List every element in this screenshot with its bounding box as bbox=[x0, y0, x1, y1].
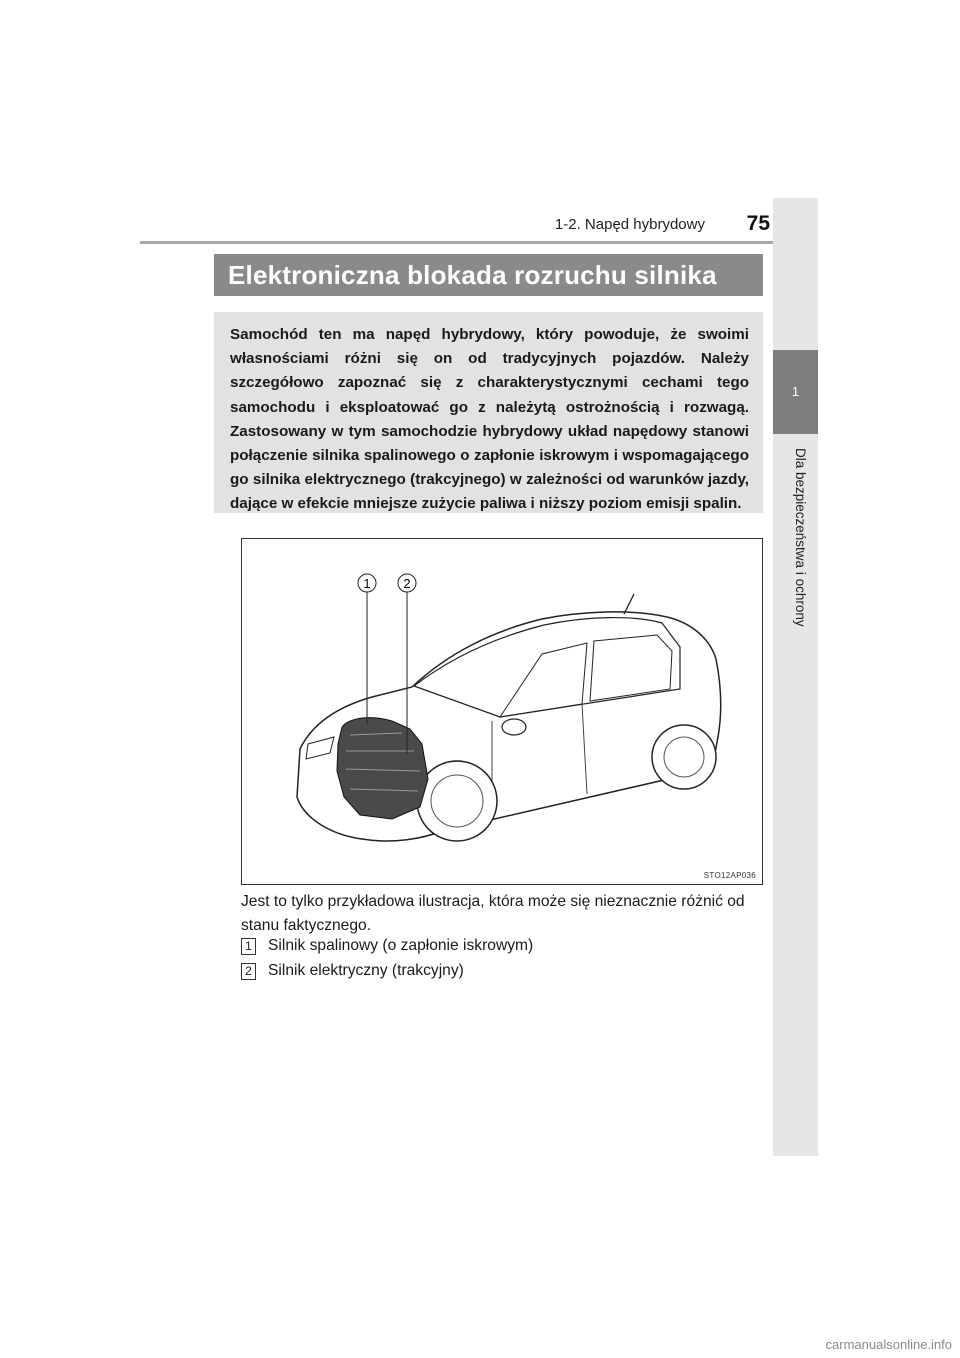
rear-wheel bbox=[652, 725, 716, 789]
header-rule bbox=[140, 241, 818, 244]
section-label: 1-2. Napęd hybrydowy bbox=[554, 216, 705, 233]
legend-number: 2 bbox=[241, 963, 256, 980]
callout-label-1: 1 bbox=[363, 576, 371, 591]
section-title-bar bbox=[214, 254, 763, 296]
side-tab bbox=[773, 198, 818, 1156]
legend-item bbox=[241, 937, 533, 955]
page-number: 75 bbox=[746, 212, 770, 235]
side-tab-label: Dla bezpieczeństwa i ochrony bbox=[793, 448, 808, 627]
section-title: Elektroniczna blokada rozruchu silnika bbox=[228, 259, 717, 290]
car-roof bbox=[414, 618, 680, 717]
legend-item bbox=[241, 962, 464, 980]
headlight bbox=[306, 737, 334, 759]
legend-number: 1 bbox=[241, 938, 256, 955]
callout-label-2: 2 bbox=[403, 576, 411, 591]
side-tab-chapter-number: 1 bbox=[773, 350, 818, 434]
intro-box bbox=[214, 312, 763, 513]
legend-text: Silnik spalinowy (o zapłonie iskrowym) bbox=[268, 937, 534, 954]
car-illustration bbox=[241, 538, 763, 885]
front-wheel bbox=[417, 761, 497, 841]
side-mirror bbox=[502, 719, 526, 735]
door-line bbox=[582, 704, 587, 794]
watermark: carmanualsonline.info bbox=[825, 1337, 952, 1352]
figure-code: STO12AP036 bbox=[703, 871, 756, 880]
rear-window bbox=[590, 635, 672, 701]
intro-text: Samochód ten ma napęd hybrydowy, który powoduje, że swoimi własnościami różni się on od tradycyjnych pojazdów. Należy szczegółowo zapoznać się z charakterystycznymi cechami tego samochodu i eksploatować go z należytą ostrożnością i rozwagą. Zastosowany w tym samochodzie hybrydowy układ napędowy stanowi połączenie silnika spalinowego o zapłonie iskrowym i wspomagającego go silnika elektrycznego (trakcyjnego) w zależności od warunków jazdy, dające w efekcie mniejsze zużycie paliwa i niższy poziom emisji spalin. bbox=[230, 326, 749, 513]
figure-caption: Jest to tylko przykładowa ilustracja, która może się nieznacznie różnić od stanu faktycznego. bbox=[241, 893, 745, 934]
engine-block bbox=[337, 718, 428, 819]
antenna bbox=[624, 594, 634, 614]
car-drawing bbox=[242, 539, 762, 884]
legend-text: Silnik elektryczny (trakcyjny) bbox=[268, 962, 464, 979]
